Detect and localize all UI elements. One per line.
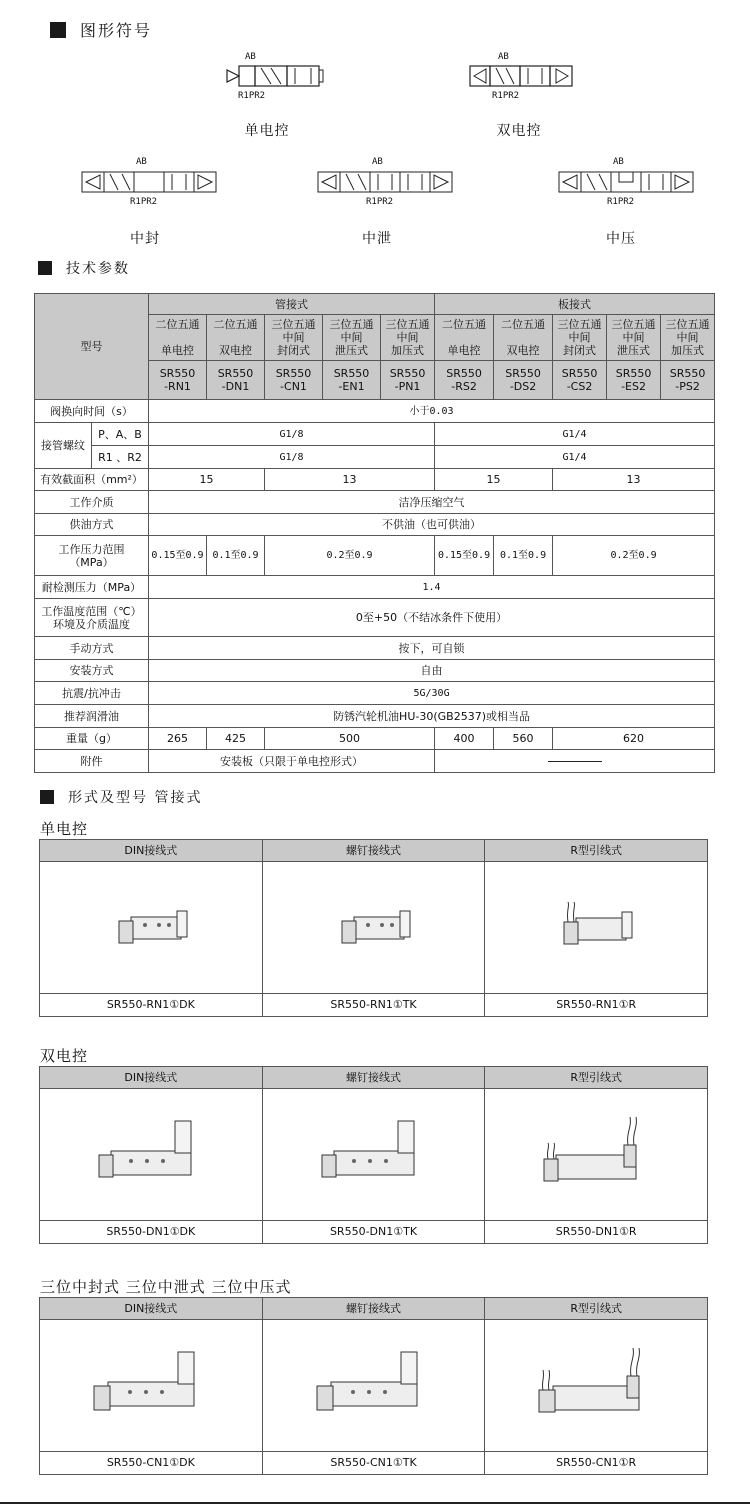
section-title-text: 形式及型号 管接式 — [68, 790, 203, 806]
accessory-plate-dash — [435, 750, 715, 773]
type-line1: 二位五通 — [213, 318, 258, 331]
type-line3: 双电控 — [506, 344, 540, 357]
valve-image-din — [40, 1089, 263, 1220]
model-r-lead: SR550-CN1①R — [556, 1456, 637, 1469]
type-line2 — [496, 331, 550, 344]
symbol-label-single: 单电控 — [244, 123, 290, 139]
header-din: DIN接线式 — [40, 1298, 263, 1319]
weight-dn1: 425 — [207, 728, 265, 750]
product-table-three-position — [39, 1297, 708, 1475]
type-header-3 — [323, 315, 381, 361]
valve-image-screw — [263, 862, 486, 993]
model-r-lead: SR550-RN1①R — [556, 998, 637, 1011]
model-code-9: SR550 -PS2 — [661, 361, 715, 400]
header-r-lead: R型引线式 — [570, 1071, 622, 1084]
area-plate-b: 13 — [553, 469, 715, 491]
port-label-ab: AB — [372, 157, 383, 167]
type-line3: 加压式 — [391, 344, 425, 357]
header-r-lead: R型引线式 — [570, 1302, 622, 1315]
manual-value: 按下，可自锁 — [149, 637, 715, 660]
model-code-6: SR550 -DS2 — [494, 361, 553, 400]
header-din: DIN接线式 — [40, 1067, 263, 1088]
pressure-rn1: 0.15至0.9 — [149, 536, 207, 576]
plate-group-header: 板接式 — [435, 294, 715, 315]
section-title-spec — [38, 258, 130, 278]
oil-label: 供油方式 — [35, 514, 149, 536]
double-solenoid-symbol — [468, 54, 578, 104]
type-line1: 三位五通 — [611, 318, 656, 331]
lube-label: 推荐润滑油 — [35, 705, 149, 728]
type-header-2 — [265, 315, 323, 361]
manual-label: 手动方式 — [35, 637, 149, 660]
model-code-4: SR550 -PN1 — [381, 361, 435, 400]
type-line3: 泄压式 — [617, 344, 651, 357]
type-line1: 二位五通 — [501, 318, 546, 331]
model-din: SR550-RN1①DK — [40, 994, 263, 1016]
header-screw: 螺钉接线式 — [263, 1298, 486, 1319]
weight-ds2: 560 — [494, 728, 553, 750]
area-plate-a: 15 — [435, 469, 553, 491]
type-line1: 二位五通 — [155, 318, 200, 331]
product-table-double — [39, 1066, 708, 1244]
port-label-ab: AB — [498, 52, 509, 62]
valve-image-screw — [263, 1320, 486, 1451]
type-line1: 三位五通 — [665, 318, 710, 331]
port-label-ab: AB — [613, 157, 624, 167]
pipe-group-header: 管接式 — [149, 294, 435, 315]
medium-label: 工作介质 — [35, 491, 149, 514]
pressure-label: 工作压力范围 （MPa） — [35, 536, 149, 576]
thread-r-label: R1 、R2 — [92, 446, 149, 469]
header-r-lead: R型引线式 — [570, 844, 622, 857]
temp-value: 0至+50（不结冰条件下使用） — [149, 599, 715, 637]
symbol-label-closed: 中封 — [130, 231, 160, 247]
accessory-label: 附件 — [35, 750, 149, 773]
switch-time-label: 阀换向时间（s） — [35, 400, 149, 423]
section-title-forms — [40, 787, 202, 807]
shock-value: 5G/30G — [149, 682, 715, 705]
bullet-square-icon — [40, 790, 54, 804]
model-din: SR550-DN1①DK — [40, 1221, 263, 1243]
temp-label: 工作温度范围（℃） 环境及介质温度 — [35, 599, 149, 637]
pressure-rs2: 0.15至0.9 — [435, 536, 494, 576]
group-title-three-position: 三位中封式 三位中泄式 三位中压式 — [40, 1278, 292, 1296]
symbol-label-exhaust: 中泄 — [362, 231, 392, 247]
port-label-r: R1PR2 — [238, 91, 266, 101]
type-line1: 三位五通 — [385, 318, 430, 331]
area-pipe-a: 15 — [149, 469, 265, 491]
type-line3: 单电控 — [161, 344, 194, 357]
model-screw: SR550-CN1①TK — [263, 1452, 486, 1474]
type-line2: 中间 — [568, 331, 591, 344]
type-line1: 三位五通 — [329, 318, 374, 331]
pressure-dn1: 0.1至0.9 — [207, 536, 265, 576]
thread-pipe-r: G1/8 — [149, 446, 435, 469]
model-code-8: SR550 -ES2 — [607, 361, 661, 400]
type-header-0 — [149, 315, 207, 361]
type-header-8 — [607, 315, 661, 361]
model-code-7: SR550 -CS2 — [553, 361, 607, 400]
valve-image-screw — [263, 1089, 486, 1220]
type-header-9 — [661, 315, 715, 361]
spec-table — [34, 293, 715, 773]
type-line3: 封闭式 — [563, 344, 597, 357]
thread-label: 接管螺纹 — [35, 423, 92, 469]
valve-image-r-lead — [485, 1089, 707, 1220]
type-line1: 三位五通 — [271, 318, 316, 331]
weight-3pos-pipe: 500 — [265, 728, 435, 750]
header-screw: 螺钉接线式 — [263, 1067, 486, 1088]
medium-value: 洁净压缩空气 — [149, 491, 715, 514]
type-header-6 — [494, 315, 553, 361]
switch-time-value: 小于0.03 — [149, 400, 715, 423]
port-label-r: R1PR2 — [492, 91, 520, 101]
model-r-lead: SR550-DN1①R — [555, 1225, 637, 1238]
model-screw: SR550-RN1①TK — [263, 994, 486, 1016]
bullet-square-icon — [38, 261, 52, 275]
symbol-label-double: 双电控 — [496, 123, 542, 139]
test-pressure-value: 1.4 — [149, 576, 715, 599]
type-line2 — [437, 331, 491, 344]
bottom-divider — [0, 1502, 750, 1504]
thread-pipe-pab: G1/8 — [149, 423, 435, 446]
bullet-square-icon — [50, 22, 66, 38]
type-line1: 二位五通 — [442, 318, 487, 331]
model-code-2: SR550 -CN1 — [265, 361, 323, 400]
accessory-value: 安装板（只限于单电控形式） — [149, 750, 435, 773]
weight-rs2: 400 — [435, 728, 494, 750]
type-line3: 单电控 — [447, 344, 481, 357]
mount-value: 自由 — [149, 660, 715, 682]
thread-plate-r: G1/4 — [435, 446, 715, 469]
section-title-symbols — [50, 18, 152, 41]
model-code-0: SR550 -RN1 — [149, 361, 207, 400]
shock-label: 抗震/抗冲击 — [35, 682, 149, 705]
model-screw: SR550-DN1①TK — [263, 1221, 486, 1243]
weight-3pos-plate: 620 — [553, 728, 715, 750]
header-din: DIN接线式 — [40, 840, 263, 861]
type-line1: 三位五通 — [557, 318, 602, 331]
valve-image-r-lead — [485, 1320, 707, 1451]
type-line3: 双电控 — [219, 344, 252, 357]
type-line2 — [209, 331, 262, 344]
section-title-text: 图形符号 — [80, 21, 153, 40]
type-line2: 中间 — [340, 331, 363, 344]
group-title-double: 双电控 — [40, 1047, 89, 1065]
thread-plate-pab: G1/4 — [435, 423, 715, 446]
model-header: 型号 — [35, 294, 149, 400]
valve-image-r-lead — [485, 862, 707, 993]
pressure-3pos-pipe: 0.2至0.9 — [265, 536, 435, 576]
pressure-3pos-plate: 0.2至0.9 — [553, 536, 715, 576]
thread-pab-label: P、A、B — [92, 423, 149, 446]
type-line3: 泄压式 — [335, 344, 368, 357]
weight-rn1: 265 — [149, 728, 207, 750]
section-title-text: 技术参数 — [66, 261, 130, 277]
port-label-r: R1PR2 — [366, 197, 394, 207]
type-line3: 封闭式 — [277, 344, 310, 357]
pressure-ds2: 0.1至0.9 — [494, 536, 553, 576]
header-screw: 螺钉接线式 — [263, 840, 486, 861]
type-header-4 — [381, 315, 435, 361]
port-label-r: R1PR2 — [130, 197, 158, 207]
model-din: SR550-CN1①DK — [40, 1452, 263, 1474]
lube-value: 防锈汽轮机油HU-30(GB2537)或相当品 — [149, 705, 715, 728]
model-code-5: SR550 -RS2 — [435, 361, 494, 400]
type-line2: 中间 — [676, 331, 699, 344]
type-line2: 中间 — [396, 331, 419, 344]
mount-label: 安装方式 — [35, 660, 149, 682]
type-header-1 — [207, 315, 265, 361]
symbol-label-pressure: 中压 — [606, 231, 636, 247]
port-label-ab: AB — [245, 52, 256, 62]
valve-image-din — [40, 862, 263, 993]
valve-image-din — [40, 1320, 263, 1451]
type-header-7 — [553, 315, 607, 361]
area-label: 有效截面积（mm²） — [35, 469, 149, 491]
type-line2: 中间 — [282, 331, 305, 344]
port-label-ab: AB — [136, 157, 147, 167]
weight-label: 重量（g） — [35, 728, 149, 750]
type-header-5 — [435, 315, 494, 361]
product-table-single — [39, 839, 708, 1017]
area-pipe-b: 13 — [265, 469, 435, 491]
type-line2 — [151, 331, 204, 344]
model-code-1: SR550 -DN1 — [207, 361, 265, 400]
group-title-single: 单电控 — [40, 820, 89, 838]
test-pressure-label: 耐检测压力（MPa） — [35, 576, 149, 599]
oil-value: 不供油（也可供油） — [149, 514, 715, 536]
type-line2: 中间 — [622, 331, 645, 344]
port-label-r: R1PR2 — [607, 197, 635, 207]
type-line3: 加压式 — [671, 344, 705, 357]
model-code-3: SR550 -EN1 — [323, 361, 381, 400]
